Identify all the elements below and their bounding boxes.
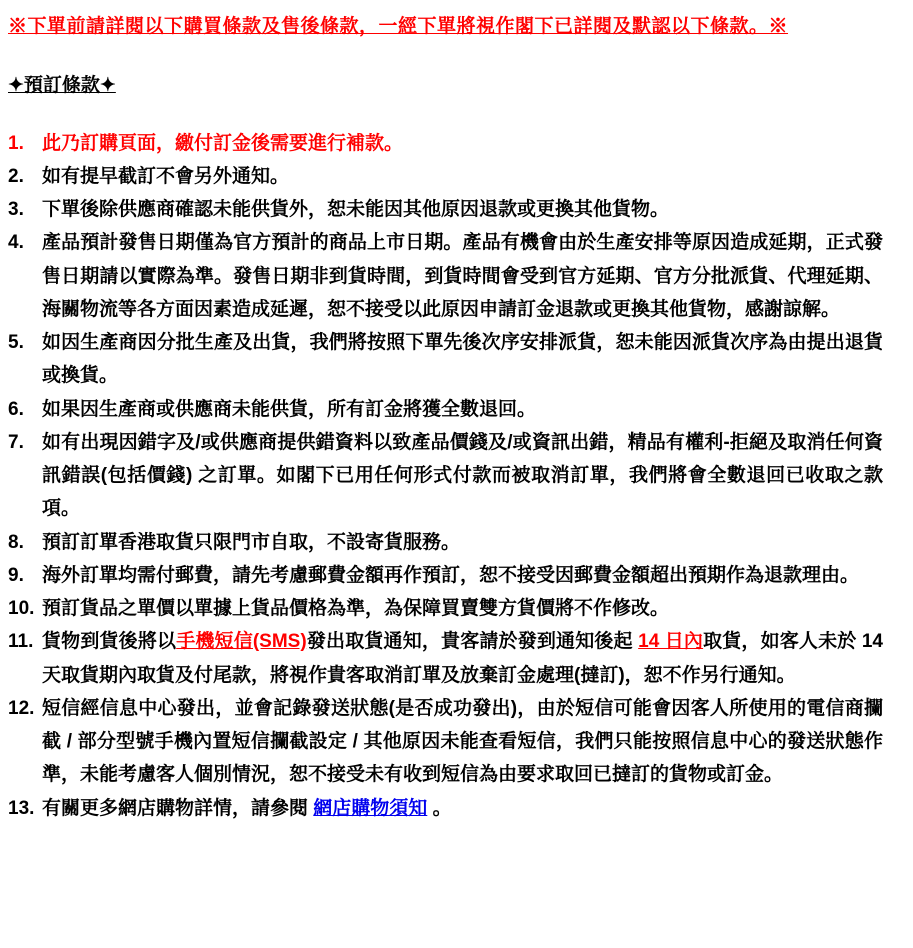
term-number: 1.	[8, 132, 24, 154]
term-text	[42, 792, 883, 825]
text-segment: 如有出現因錯字及/或供應商提供錯資料以致產品價錢及/或資訊出錯，精品有權利-拒絕及取消任何資訊錯誤(包括價錢) 之訂單。如閣下已用任何形式付款而被取消訂單，我們將會全數退回已收取之款項。	[42, 431, 883, 520]
term-number: 4.	[8, 232, 24, 254]
term-item-13	[8, 792, 883, 825]
term-item-9	[8, 559, 883, 592]
term-number: 5.	[8, 332, 24, 353]
text-segment: 如因生產商因分批生產及出貨，我們將按照下單先後次序安排派貨，恕未能因派貨次序為由提出退貨或換貨。	[42, 332, 883, 387]
term-text	[42, 127, 883, 160]
term-text	[42, 226, 883, 326]
term-text	[42, 426, 883, 526]
term-item-6	[8, 393, 883, 426]
text-segment: 如有提早截訂不會另外通知。	[42, 165, 290, 187]
terms-list	[8, 127, 883, 825]
term-item-3	[8, 193, 883, 226]
term-text	[42, 193, 883, 226]
text-segment: 預訂訂單香港取貨只限門市自取，不設寄貨服務。	[42, 531, 461, 553]
text-segment: 海外訂單均需付郵費，請先考慮郵費金額再作預訂，恕不接受因郵費金額超出預期作為退款理由。	[42, 564, 860, 586]
term-item-7	[8, 426, 883, 526]
term-item-4	[8, 226, 883, 326]
term-item-2	[8, 160, 883, 193]
term-item-1	[8, 127, 883, 160]
sms-highlight: 手機短信(SMS)	[176, 631, 307, 653]
term-number: 11.	[8, 631, 34, 653]
section-heading: ✦預訂條款✦	[8, 75, 116, 97]
text-segment: 貨物到貨後將以	[42, 631, 177, 653]
term-item-11	[8, 625, 883, 692]
text-segment: 此乃訂購頁面，繳付訂金後需要進行補款。	[42, 132, 404, 154]
term-number: 13.	[8, 797, 35, 819]
text-segment: 發出取貨通知，貴客請於發到通知後起	[306, 631, 639, 653]
term-text	[42, 526, 883, 559]
text-segment: 下單後除供應商確認未能供貨外，恕未能因其他原因退款或更換其他貨物。	[42, 199, 670, 220]
term-number: 9.	[8, 564, 24, 586]
text-segment: 預訂貨品之單價以單據上貨品價格為準，為保障買賣雙方貨價將不作修改。	[42, 598, 670, 619]
term-number: 6.	[8, 398, 24, 420]
term-text	[42, 393, 883, 426]
shop-guide-link[interactable]: 網店購物須知	[313, 797, 428, 819]
text-segment: 產品預計發售日期僅為官方預計的商品上市日期。產品有機會由於生產安排等原因造成延期，正式發售日期請以實際為準。發售日期非到貨時間，到貨時間會受到官方延期、官方分批派貨、代理延期、海關物流等各方面因素造成延遲，恕不接受以此原因申請訂金退款或更換其他貨物，感謝諒解。	[42, 232, 883, 320]
term-text	[42, 559, 883, 592]
term-text	[42, 326, 883, 393]
text-segment: 短信經信息中心發出，並會記錄發送狀態(是否成功發出)，由於短信可能會因客人所使用的電信商攔截 / 部分型號手機內置短信攔截設定 / 其他原因未能查看短信，我們只能按照信息中心的發送狀態作準，未能考慮客人個別情況，恕不接受未有收到短信為由要求取回已撻訂的貨物或訂金。	[42, 697, 883, 786]
term-text	[42, 692, 883, 792]
text-segment: 。	[427, 797, 452, 819]
term-item-8	[8, 526, 883, 559]
term-number: 7.	[8, 431, 24, 453]
term-item-10	[8, 592, 883, 625]
term-text	[42, 160, 883, 193]
term-text	[42, 625, 883, 692]
term-number: 8.	[8, 531, 24, 553]
page-title: ※下單前請詳閱以下購買條款及售後條款，一經下單將視作閣下已詳閱及默認以下條款。※	[8, 16, 789, 37]
text-segment: 如果因生產商或供應商未能供貨，所有訂金將獲全數退回。	[42, 398, 537, 420]
term-number: 10.	[8, 598, 35, 619]
text-segment: 有關更多網店購物詳情，請參閱	[42, 797, 314, 819]
term-number: 3.	[8, 199, 24, 220]
term-item-5	[8, 326, 883, 393]
term-number: 2.	[8, 165, 24, 187]
pickup-deadline-highlight: 14 日內	[638, 631, 704, 653]
term-number: 12.	[8, 697, 35, 719]
text-segment: 取貨，如客人未於 14 天取貨期內取貨及付尾款，將視作貴客取消訂單及放棄訂金處理(撻訂)，恕不作另行通知。	[42, 631, 883, 686]
term-text	[42, 592, 883, 625]
term-item-12	[8, 692, 883, 792]
